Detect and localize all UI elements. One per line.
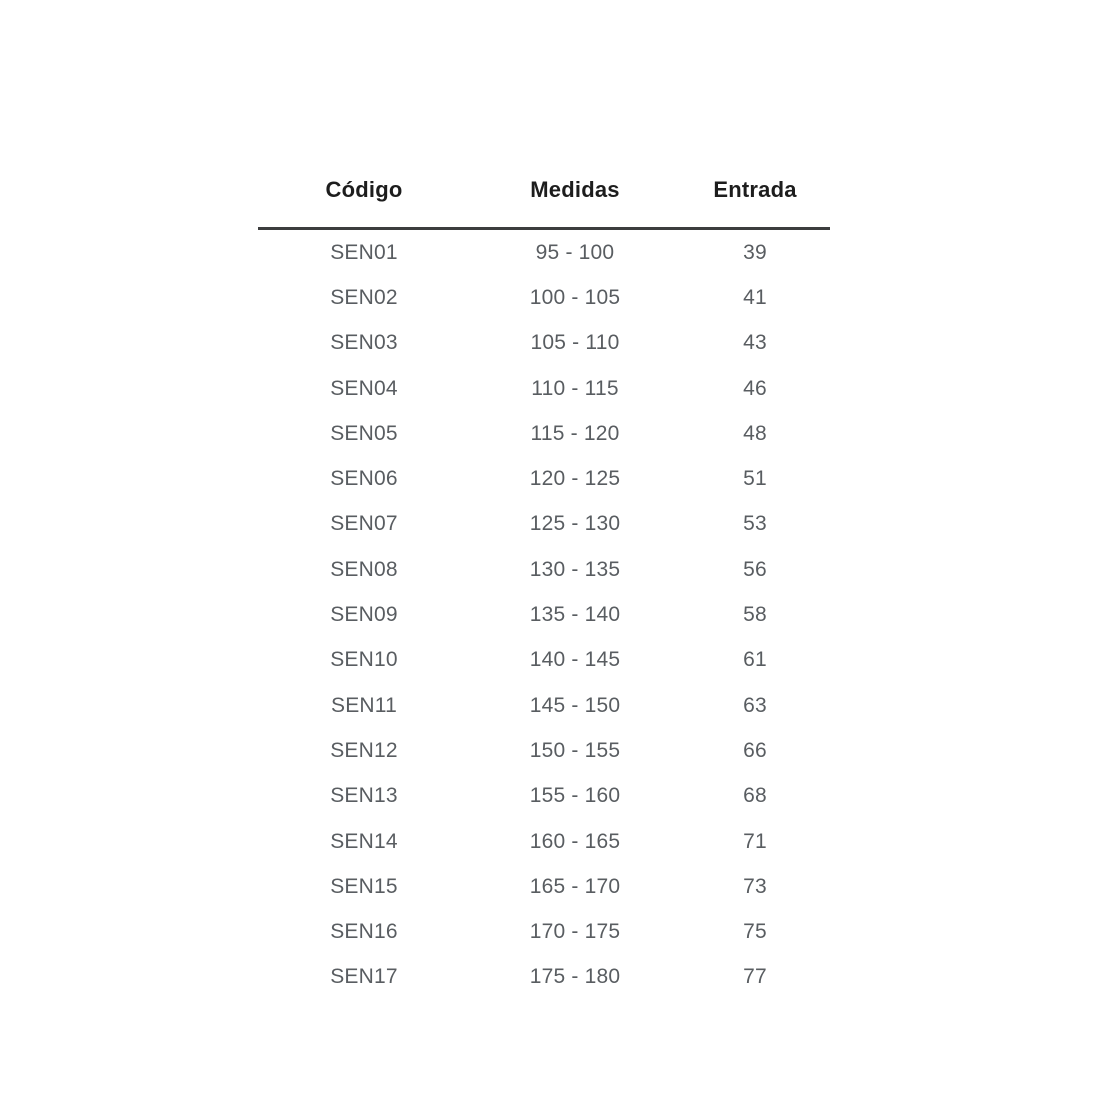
cell-entrada: 56 bbox=[743, 557, 767, 581]
table-header-row bbox=[258, 176, 830, 204]
cell-entrada: 77 bbox=[743, 965, 767, 989]
cell-medidas: 135 - 140 bbox=[529, 603, 621, 627]
cell-codigo: SEN17 bbox=[330, 965, 398, 989]
cell-entrada: 48 bbox=[743, 421, 767, 445]
table-row bbox=[258, 955, 830, 1000]
cell-entrada: 75 bbox=[743, 920, 767, 944]
cell-medidas: 130 - 135 bbox=[529, 557, 621, 581]
cell-medidas: 100 - 105 bbox=[529, 285, 621, 309]
table-row bbox=[258, 502, 830, 547]
cell-entrada: 61 bbox=[743, 648, 767, 672]
cell-codigo: SEN03 bbox=[330, 331, 398, 355]
column-header-codigo: Código bbox=[325, 177, 403, 202]
cell-medidas: 120 - 125 bbox=[529, 467, 621, 491]
cell-codigo: SEN10 bbox=[330, 648, 398, 672]
cell-entrada: 71 bbox=[743, 829, 767, 853]
cell-medidas: 155 - 160 bbox=[529, 784, 621, 808]
cell-medidas: 115 - 120 bbox=[530, 421, 620, 445]
cell-codigo: SEN04 bbox=[330, 376, 398, 400]
cell-entrada: 53 bbox=[743, 512, 767, 536]
cell-entrada: 39 bbox=[743, 240, 767, 264]
cell-codigo: SEN11 bbox=[331, 693, 397, 717]
column-header-medidas: Medidas bbox=[530, 177, 620, 202]
cell-codigo: SEN15 bbox=[330, 874, 398, 898]
cell-medidas: 160 - 165 bbox=[529, 829, 621, 853]
cell-entrada: 41 bbox=[743, 285, 767, 309]
cell-entrada: 46 bbox=[743, 376, 767, 400]
table-row bbox=[258, 456, 830, 501]
cell-medidas: 95 - 100 bbox=[535, 240, 615, 264]
cell-entrada: 43 bbox=[743, 331, 767, 355]
cell-codigo: SEN16 bbox=[330, 920, 398, 944]
cell-medidas: 175 - 180 bbox=[529, 965, 621, 989]
cell-medidas: 145 - 150 bbox=[529, 693, 621, 717]
cell-codigo: SEN01 bbox=[330, 240, 398, 264]
table-row bbox=[258, 592, 830, 637]
cell-codigo: SEN14 bbox=[330, 829, 398, 853]
table-body bbox=[258, 230, 830, 1000]
cell-codigo: SEN12 bbox=[330, 738, 398, 762]
table-row bbox=[258, 321, 830, 366]
cell-entrada: 63 bbox=[743, 693, 767, 717]
cell-codigo: SEN06 bbox=[330, 467, 398, 491]
cell-codigo: SEN02 bbox=[330, 285, 398, 309]
table-row bbox=[258, 728, 830, 773]
cell-entrada: 66 bbox=[743, 738, 767, 762]
cell-codigo: SEN05 bbox=[330, 421, 398, 445]
cell-medidas: 150 - 155 bbox=[529, 738, 621, 762]
cell-codigo: SEN13 bbox=[330, 784, 398, 808]
cell-entrada: 68 bbox=[743, 784, 767, 808]
column-header-entrada: Entrada bbox=[713, 177, 797, 202]
cell-entrada: 58 bbox=[743, 603, 767, 627]
table-row bbox=[258, 366, 830, 411]
table-row bbox=[258, 819, 830, 864]
cell-entrada: 73 bbox=[743, 874, 767, 898]
table-row bbox=[258, 774, 830, 819]
cell-codigo: SEN09 bbox=[330, 603, 398, 627]
cell-medidas: 125 - 130 bbox=[529, 512, 621, 536]
table-row bbox=[258, 547, 830, 592]
table-row bbox=[258, 638, 830, 683]
cell-entrada: 51 bbox=[743, 467, 767, 491]
table-row bbox=[258, 411, 830, 456]
cell-medidas: 165 - 170 bbox=[529, 874, 621, 898]
table-row bbox=[258, 864, 830, 909]
table-row bbox=[258, 683, 830, 728]
table-row bbox=[258, 230, 830, 275]
cell-codigo: SEN08 bbox=[330, 557, 398, 581]
cell-codigo: SEN07 bbox=[330, 512, 398, 536]
table-row bbox=[258, 909, 830, 954]
cell-medidas: 105 - 110 bbox=[530, 331, 620, 355]
cell-medidas: 110 - 115 bbox=[531, 376, 619, 400]
table-row bbox=[258, 275, 830, 320]
cell-medidas: 170 - 175 bbox=[529, 920, 621, 944]
cell-medidas: 140 - 145 bbox=[529, 648, 621, 672]
size-table bbox=[258, 176, 830, 1000]
